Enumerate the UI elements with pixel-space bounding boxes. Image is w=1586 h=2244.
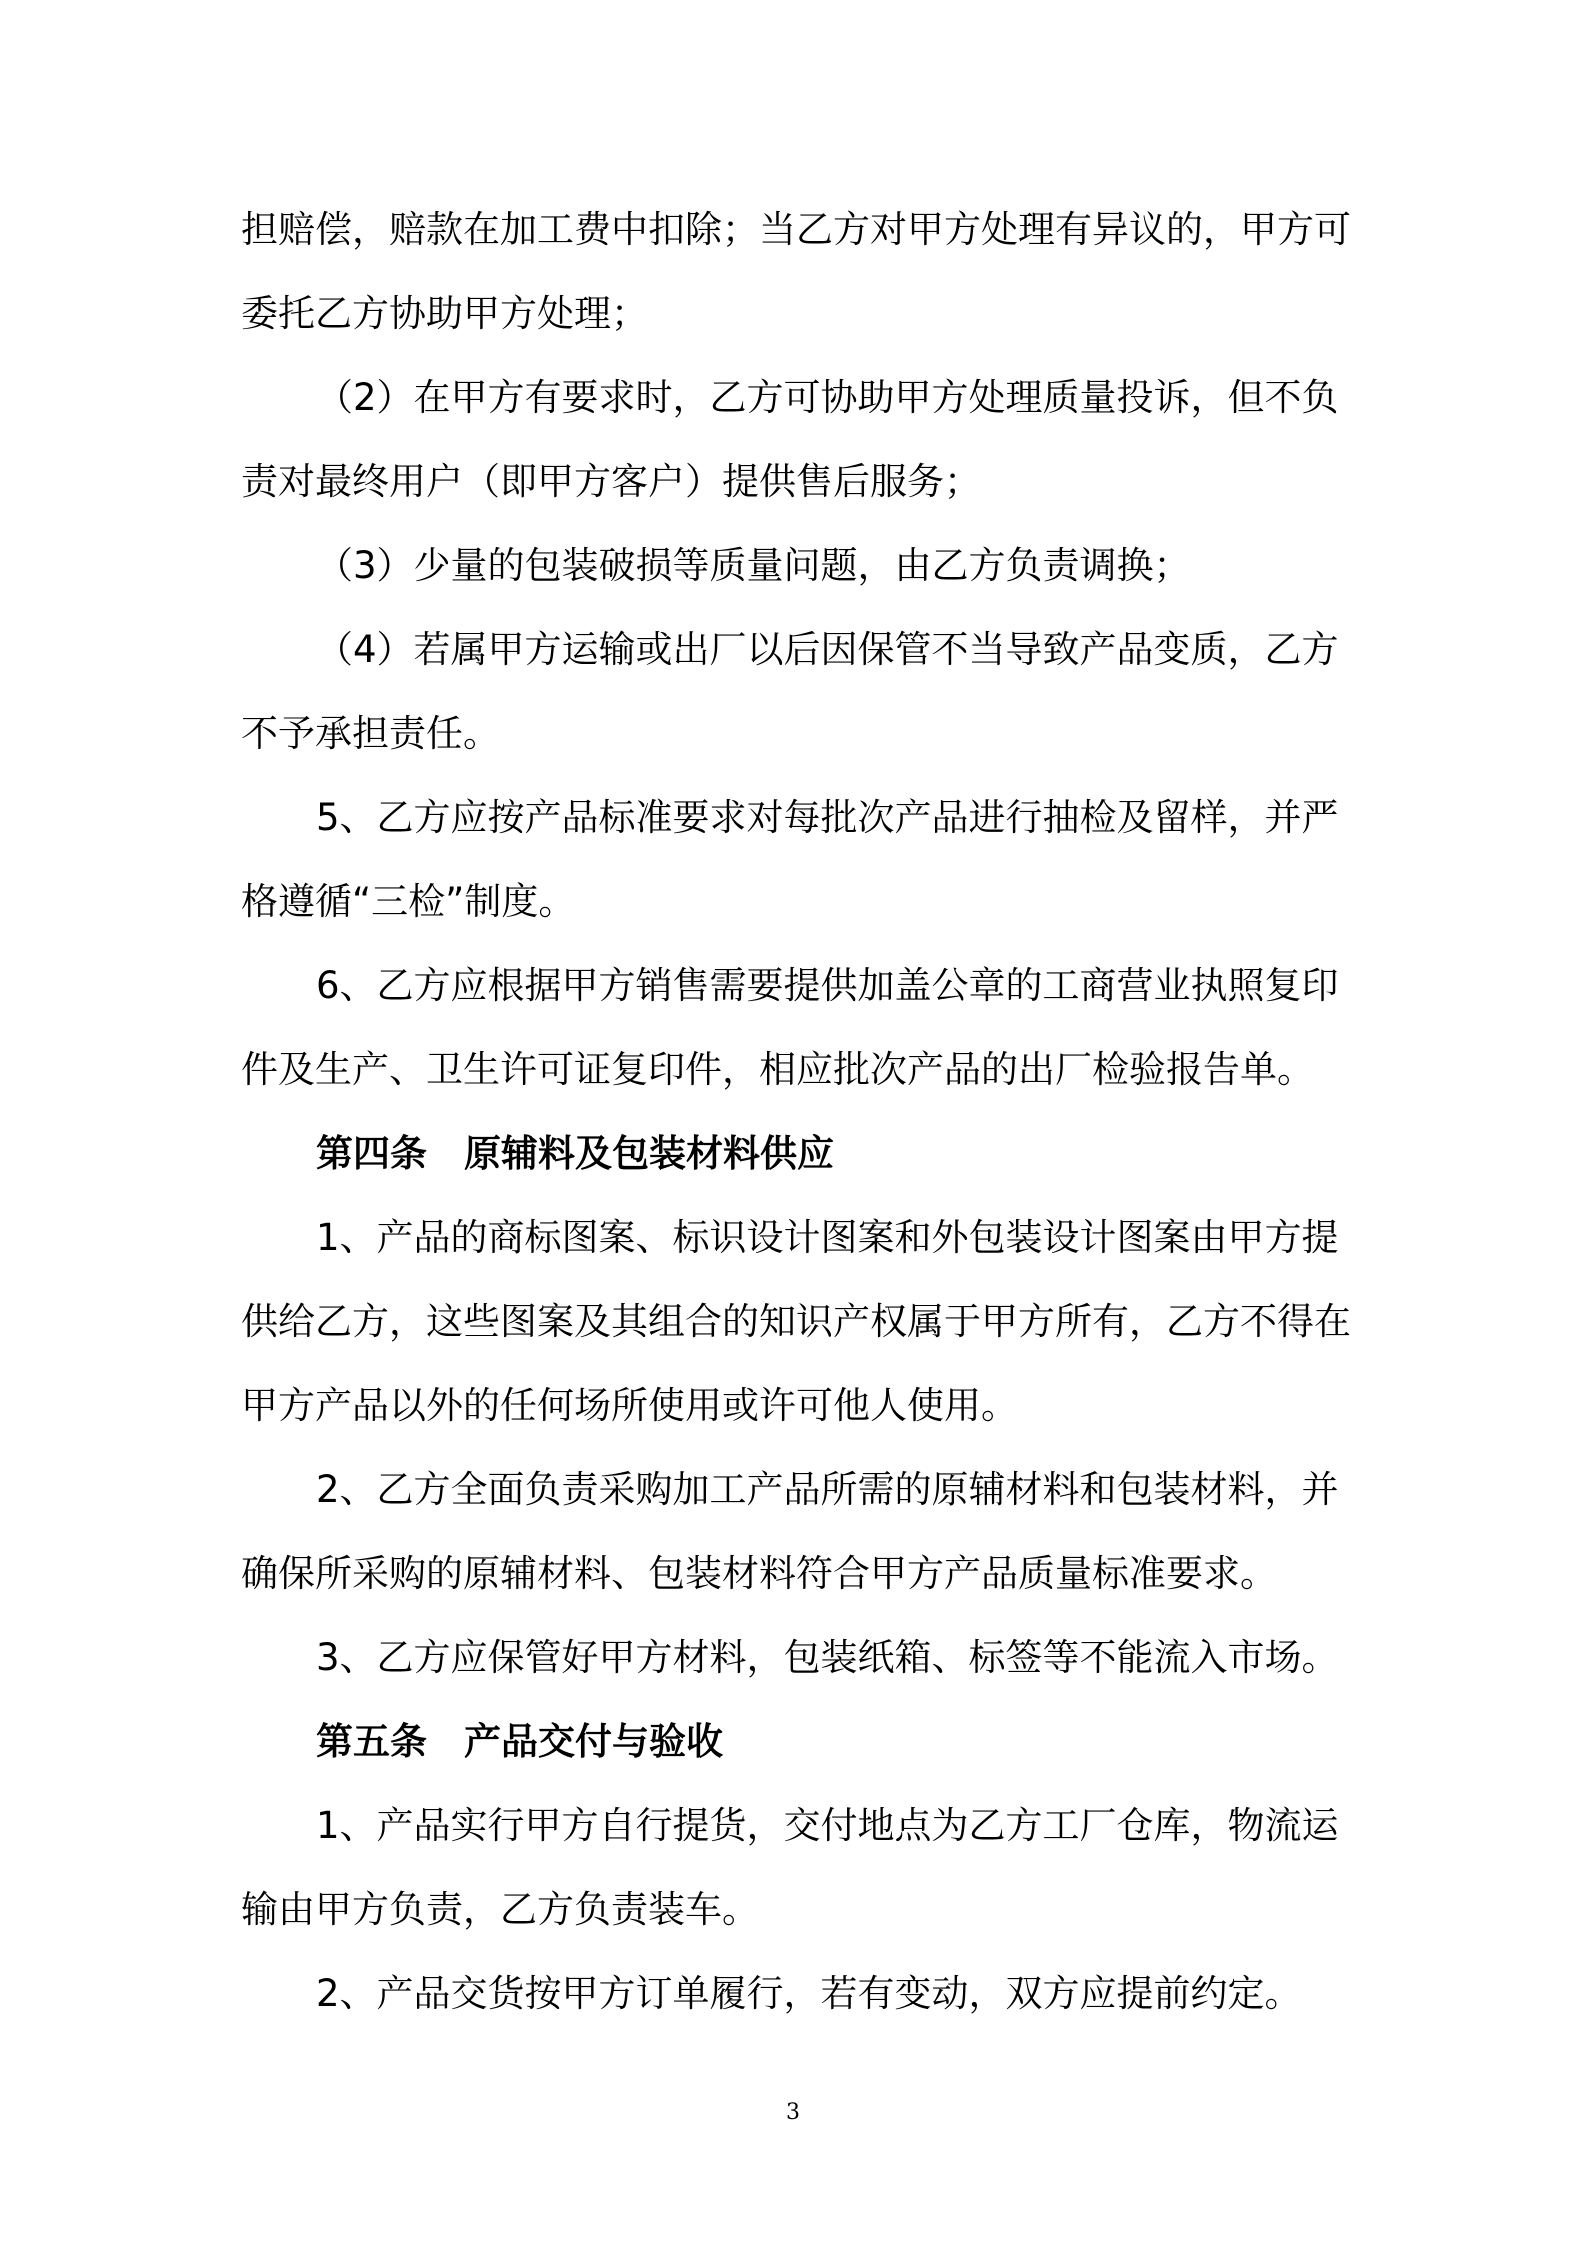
text-line: 甲方产品以外的任何场所使用或许可他人使用。 [241,1384,1018,1427]
section-heading: 第四条 原辅料及包装材料供应 [316,1132,834,1175]
document-body [241,198,1361,2046]
text-line: 责对最终用户（即甲方客户）提供售后服务； [241,460,981,503]
text-line: 格遵循“三检”制度。 [241,880,576,923]
text-line: 担赔偿，赔款在加工费中扣除；当乙方对甲方处理有异议的，甲方可 [241,208,1351,251]
text-line: 2、产品交货按甲方订单履行，若有变动，双方应提前约定。 [316,1972,1302,2015]
text-line: 不予承担责任。 [241,712,500,755]
text-line: （3）少量的包装破损等质量问题，由乙方负责调换； [316,544,1191,587]
text-line: 输由甲方负责，乙方负责装车。 [241,1888,759,1931]
text-line: 供给乙方，这些图案及其组合的知识产权属于甲方所有，乙方不得在 [241,1300,1351,1343]
text-line: 1、产品的商标图案、标识设计图案和外包装设计图案由甲方提 [316,1216,1339,1259]
text-line: （2）在甲方有要求时，乙方可协助甲方处理质量投诉，但不负 [316,376,1339,419]
text-line: 2、乙方全面负责采购加工产品所需的原辅材料和包装材料，并 [316,1468,1339,1511]
text-line: 3、乙方应保管好甲方材料，包装纸箱、标签等不能流入市场。 [316,1636,1339,1679]
text-line: 委托乙方协助甲方处理； [241,292,648,335]
section-heading: 第五条 产品交付与验收 [316,1720,723,1763]
page-number: 3 [786,2100,800,2125]
text-line: （4）若属甲方运输或出厂以后因保管不当导致产品变质，乙方 [316,628,1339,671]
text-line: 件及生产、卫生许可证复印件，相应批次产品的出厂检验报告单。 [241,1048,1314,1091]
text-line: 确保所采购的原辅材料、包装材料符合甲方产品质量标准要求。 [241,1552,1277,1595]
text-line: 5、乙方应按产品标准要求对每批次产品进行抽检及留样，并严 [316,796,1339,839]
text-line: 6、乙方应根据甲方销售需要提供加盖公章的工商营业执照复印 [316,964,1339,1007]
text-line: 1、产品实行甲方自行提货，交付地点为乙方工厂仓库，物流运 [316,1804,1339,1847]
